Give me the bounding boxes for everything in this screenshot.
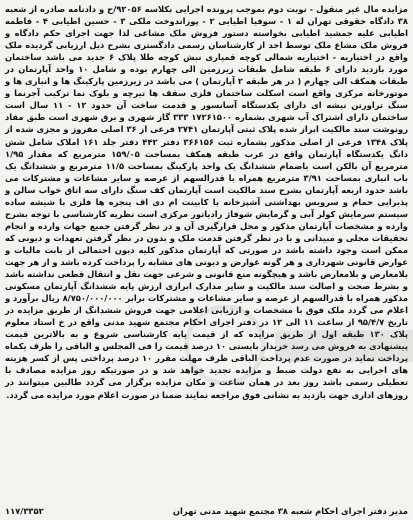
notice-footer (5, 505, 408, 517)
footer-number: ۱۱۷/۳۳۵۲ (5, 506, 44, 516)
notice-paragraph: مزایده مال غیر منقول - نوبت دوم بموجب پرونده اجرایی بکلاسه ۹۲۰۵۶/ح و دادنامه صادره از شعبه ۳۸ دادگاه حقوقی تهران له ۱ - سوفیا اطیابی ۲ - پوراندوخت ملکی ۳ - حسین اطیابی ۴ - فاطمه اطیابی علیه جمشید اطیابی بخواسته دستور فروش ملک مشاعی لذا جهت اجرای حکم دادگاه و فروش ملک مشاع ملک توسط احد از کارشناسان رسمی دادگستری بشرح ذیل ارزیابی گردیده ملک واقع در اختیاریه - اختیاریه شمالی کوچه قمیاری نبش کوچه طلا پلاک ۶ جدید می باشد ساختمان مورد بازدید دارای ۶ طبقه شامل طبقات زیرزمین الی چهارم بوده و شامل ۱۰ واحد آپارتمان در طبقات همکف الی چهارم ( در هر طبقه ۲ آپارتمان ) می باشد در زیرزمین پارکینگ ها و انباری ها و موتورخانه مرکزی واقع است اسکلت ساختمان فلزی سقف ها تیرچه و بلوک نما ترکیب آجرنما و سنگ تراورتن نیشه ای دارای یکدستگاه آسانسور و قدمت ساخت آن حدود ۱۲ - ۱۱ سال است ساختمان دارای اشتراک آب شهری بشماره ۱۷۲۶۱۵۰۰ ۳۳۳ گاز شهری و برق شهری است طبق مفاد رونوشت سند مالکیت ابراز شده پلاک ثبتی آپارتمان ۲۷۴۱ فرعی از ۳۶ اصلی مفروز و مجزی شده از پلاک ۱۳۴۸ فرعی از اصلی مذکور بشماره ثبت ۳۶۶۱۵۶ دفتر ۴۴۲ دفتر جلد ۱۶۱ املاک شامل شش دانگ یکدستگاه آپارتمان واقع در عرب طبقه همکف بمساحت ۱۵۹/۰۵ مترمربع که مقدار ۱/۹۵ مترمربع آن بالکن است باضمام ششدانگ یک واحد پارکینگ بمساحت ۱۱/۵ مترمربع و ششدانگ یک باب انباری بمساحت ۳/۹۱ مترمربع همراه با قدرالسهم از عرصه و سایر مشاعات و مشترکات می باشد حدود اربعه آپارتمان بشرح سند مالکیت است آپارتمان کف سنگ دارای سه اتاق خواب سالن و پذیرایی حمام و سرویس بهداشتی آشپزخانه با کابینت ام دی اف پنجره ها فلزی با شیشه ساده سیستم سرمایش کولر آبی و گرمایش شوفاژ رادیاتور مرکزی است نظریه کارشناسی با توجه بشرح وارده و مشخصات آپارتمان مذکور و محل قرارگیری آن و در نظر گرفتن جمیع جهات وارده و انجام تحقیقات محلی و مبیدانی و با در نظر گرفتن قدمت ملک و بدون در نظر گرفتن تعهدات و دیونی که ممکن است وجود داشته باشد در صورتی که آپارتمان مذکور کلیه دیون احتمالی از بابت مالیات و عوارض قانونی شهرداری و هر گونه عوارض و دیونی های مشابه را پرداخت کرده باشد و از هر جهت بلامعارض و بلامعارض باشد و هیچگونه منع قانونی و شرعی جهت نقل و انتقال قطعی نداشته باشد و بشرط صحت و اصالت سند مالکیت و سایر مدارک ابرازی ارزش پایه ششدانگ آپارتمان مسکونی مذکور همراه با قدرالسهم از عرصه و سایر مشاعات و مشترکات برابر ۸/۷۵۰/۰۰۰/۰۰۰ ریال برآورد و اعلام می گردد ملک فوق با مشخصات و ارزیابی اعلامی جهت فروش ششدانگ از طریق مزایده در تاریخ ۹۵/۴/۷ از ساعت ۱۱ الی ۱۲ در دفتر اجرای احکام مجتمع شهید مدنی واقع در خ استاد معلوم پلاک ۱۳۰ طبقه اول از طریق مزایده که از قیمت پایه کارشناسی شروع و به بالاترین قیمت پیشنهادی به فروش می رسد خریدار بایستی ۱۰ درصد قیمت را فی المجلس و الباقی را ظرف یکماه پرداخت نماید در صورت عدم پرداخت الباقی ظرف مهلت مقرر ۱۰ درصد پرداختی پس از کسر هزینه های اجرایی به نفع دولت ضبط و مزایده تجدید خواهد شد و در صورتیکه روز مزایده مصادف با تعطیلی رسمی باشد روز بعد در همان ساعت و مکان مزایده برگزار می گردد طالبین میتوانند در روزهای اداری جهت بازدید به نشانی فوق مراجعه نمایند ضمنا در صورت اعلام مورد مزایده می گردد. (5, 4, 409, 400)
footer-office: مدیر دفتر اجرای احکام شعبه ۳۸ مجتمع شهید مدنی تهران (172, 506, 408, 516)
notice-body (5, 3, 408, 401)
